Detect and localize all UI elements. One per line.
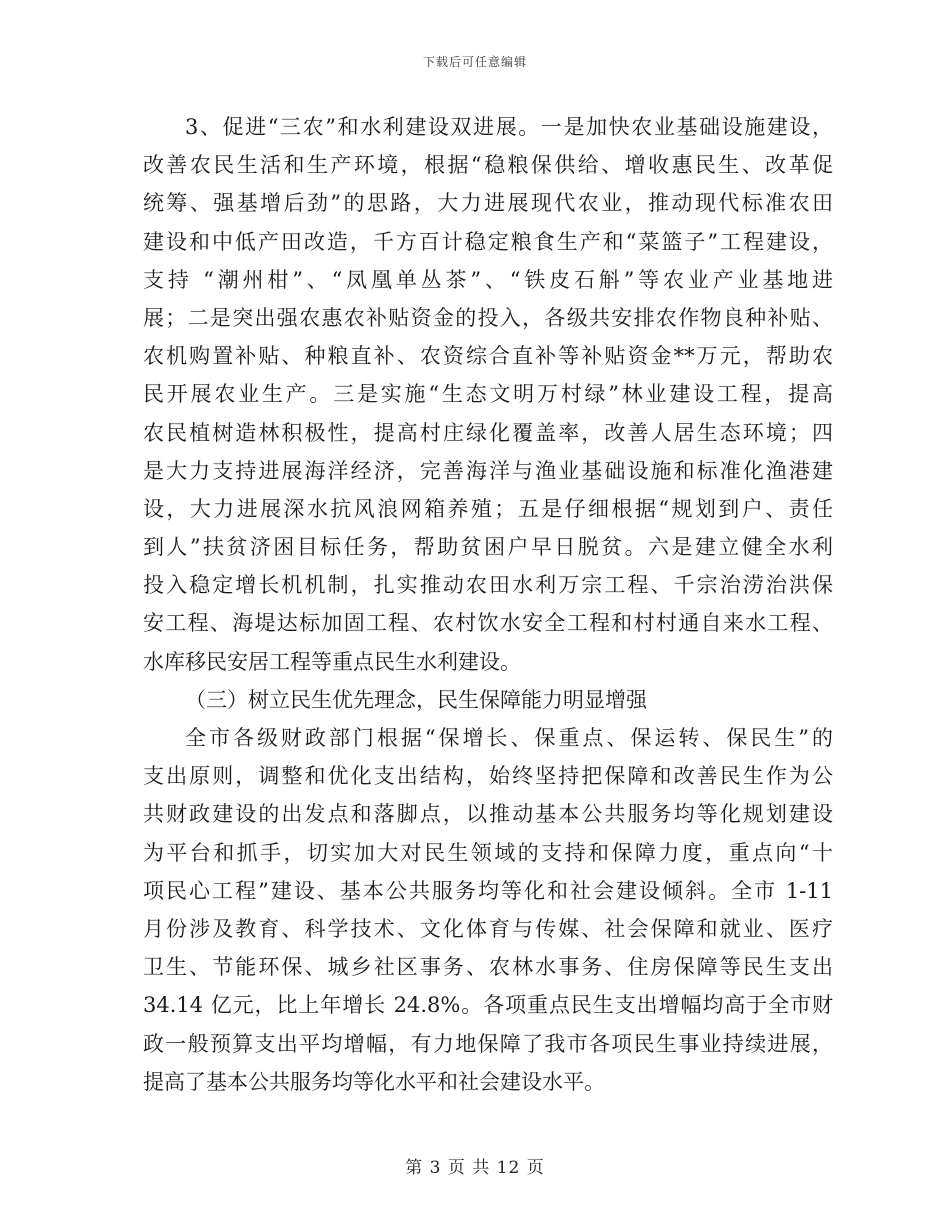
- section-heading: （三）树立民生优先理念，民生保障能力明显增强: [185, 687, 647, 712]
- paragraph-line: 农民植树造林积极性，提高村庄绿化覆盖率，改善人居生态环境；四: [143, 420, 833, 445]
- paragraph-line: 34.14 亿元，比上年增长 24.8%。各项重点民生支出增幅均高于全市财: [143, 993, 833, 1018]
- paragraph-line: 是大力支持进展海洋经济，完善海洋与渔业基础设施和标准化渔港建: [143, 458, 833, 483]
- page-number: 第 3 页 共 12 页: [405, 1158, 545, 1178]
- paragraph-line: 政一般预算支出平均增幅，有力地保障了我市各项民生事业持续进展，: [143, 1031, 833, 1056]
- paragraph-line: 设，大力进展深水抗风浪网箱养殖；五是仔细根据“规划到户、责任: [143, 496, 833, 521]
- page-header-note: 下载后可任意编辑: [422, 55, 527, 69]
- paragraph-line: 建设和中低产田改造，千方百计稳定粮食生产和“菜篮子”工程建设，: [143, 229, 833, 254]
- paragraph-line: 卫生、节能环保、城乡社区事务、农林水事务、住房保障等民生支出: [143, 955, 833, 980]
- document-body: [143, 108, 833, 1101]
- paragraph-line: 月份涉及教育、科学技术、文化体育与传媒、社会保障和就业、医疗: [143, 916, 833, 941]
- paragraph-line: 共财政建设的出发点和落脚点，以推动基本公共服务均等化规划建设: [143, 802, 833, 827]
- paragraph-line: 水库移民安居工程等重点民生水利建设。: [143, 649, 521, 674]
- paragraph-line: 为平台和抓手，切实加大对民生领域的支持和保障力度，重点向“十: [143, 840, 833, 865]
- paragraph-line: 安工程、海堤达标加固工程、农村饮水安全工程和村村通自来水工程、: [143, 611, 833, 636]
- paragraph-line: 改善农民生活和生产环境，根据“稳粮保供给、增收惠民生、改革促: [143, 153, 833, 178]
- paragraph-line: 支持 “潮州柑”、“凤凰单丛茶”、“铁皮石斛”等农业产业基地进: [143, 267, 833, 292]
- paragraph-line: 民开展农业生产。三是实施“生态文明万村绿”林业建设工程，提高: [143, 382, 833, 407]
- paragraph-line: 到人”扶贫济困目标任务，帮助贫困户早日脱贫。六是建立健全水利: [143, 535, 833, 560]
- paragraph-line: 投入稳定增长机机制，扎实推动农田水利万宗工程、千宗治涝治洪保: [143, 573, 833, 598]
- paragraph-line: 统筹、强基增后劲”的思路，大力进展现代农业，推动现代标准农田: [143, 191, 833, 216]
- paragraph-line: 支出原则，调整和优化支出结构，始终坚持把保障和改善民生作为公: [143, 764, 833, 789]
- paragraph-line: 提高了基本公共服务均等化水平和社会建设水平。: [143, 1069, 605, 1094]
- paragraph-line: 全市各级财政部门根据“保增长、保重点、保运转、保民生”的: [185, 726, 833, 750]
- paragraph-line: 展；二是突出强农惠农补贴资金的投入，各级共安排农作物良种补贴、: [143, 305, 833, 330]
- paragraph-line: 3、促进“三农”和水利建设双进展。一是加快农业基础设施建设，: [185, 115, 833, 139]
- paragraph-line: 农机购置补贴、种粮直补、农资综合直补等补贴资金**万元，帮助农: [143, 344, 833, 369]
- paragraph-line: 项民心工程”建设、基本公共服务均等化和社会建设倾斜。全市 1-11: [143, 878, 833, 903]
